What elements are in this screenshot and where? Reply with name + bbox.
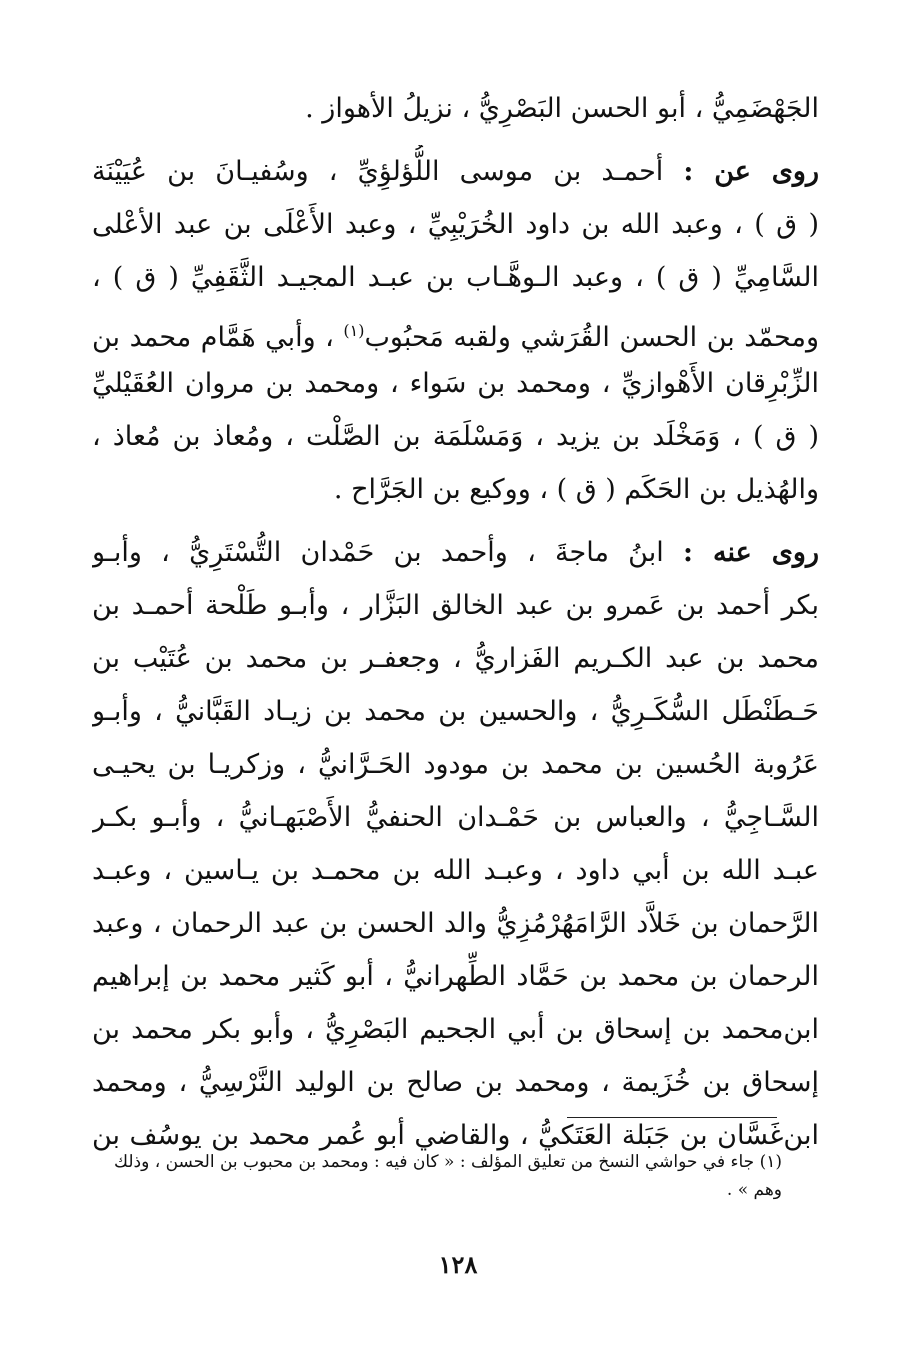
- text-line: عبـد الله بن أبي داود ، وعبـد الله بن محمـد بن يـاسين ، وعبـد: [92, 855, 819, 886]
- text-line: بكر أحمد بن عَمرو بن عبد الخالق البَزَّار ، وأبـو طَلْحة أحمـد بن: [92, 590, 819, 621]
- text-line: والهُذيل بن الحَكَم ( ق ) ، ووكيع بن الجَرَّاح .: [333, 474, 819, 505]
- text-line-content: ومحمّد بن الحسن القُرَشي ولقبه مَحبُوب: [364, 322, 819, 353]
- footnote-divider: [567, 1117, 777, 1118]
- text-line: السَّامِيِّ ( ق ) ، وعبد الـوهَّـاب بن عبـد المجيـد الثَّقَفِيِّ ( ق ) ،: [92, 262, 819, 293]
- section-heading: روى عنه :: [682, 537, 819, 568]
- text-line: ( ق ) ، وعبد الله بن داود الخُرَيْبِيِّ ، وعبد الأَعْلَى بن عبد الأعْلى: [92, 209, 819, 240]
- text-line: الرحمان بن محمد بن حَمَّاد الطِّهرانيُّ ، أبو كَثير محمد بن إبراهيم: [92, 961, 819, 992]
- text-line: [92, 304, 819, 357]
- text-line: إسحاق بن خُزَيمة ، ومحمد بن صالح بن الوليد النَّرْسِيُّ ، ومحمد: [92, 1067, 819, 1098]
- footnote: (١) جاء في حواشي النسخ من تعليق المؤلف : « كان فيه : ومحمد بن محبوب بن الحسن ، وذلك وهم » .: [114, 1152, 782, 1200]
- text-line: الجَهْضَمِيُّ ، أبو الحسن البَصْرِيُّ ، نزيلُ الأهواز .: [305, 93, 819, 124]
- intro-paragraph: [92, 82, 819, 135]
- text-line: الرَّحمان بن خَلاَّد الرَّامَهُرْمُزِيُّ والد الحسن بن عبد الرحمان ، وعبد: [92, 908, 819, 939]
- text-line-content: أحمـد بن موسى اللُّؤلؤِيِّ ، وسُفيـانَ بن عُيَيْنَة: [92, 156, 664, 187]
- text-line: عَرُوبة الحُسين بن محمد بن مودود الحَـرَّانيُّ ، وزكريـا بن يحيـى: [92, 749, 819, 780]
- text-line-content: ابنُ ماجةَ ، وأحمد بن حَمْدان التُّسْتَرِيُّ ، وأبـو: [92, 537, 664, 568]
- text-line: [92, 526, 819, 579]
- text-line: محمد بن عبد الكـريم الفَزاريُّ ، وجعفـر بن محمد بن عُتَيْب بن: [92, 643, 819, 674]
- text-line: ابن‌غَسَّان بن جَبَلة العَتَكيُّ ، والقاضي أبو عُمر محمد بن يوسُف بن: [92, 1120, 819, 1151]
- narrated-from-paragraph: [92, 145, 819, 516]
- narrated-by-paragraph: [92, 526, 819, 1162]
- main-text: [92, 82, 819, 1170]
- text-line: السَّـاجِيُّ ، والعباس بن حَمْـدان الحنفيُّ الأَصْبَهـانيُّ ، وأبـو بكـر: [92, 802, 819, 833]
- text-line: حَـطَنْطَل السُّكَـرِيُّ ، والحسين بن محمد بن زيـاد القَبَّانيُّ ، وأبـو: [92, 696, 819, 727]
- text-line: الزِّبْرِقان الأَهْوازيِّ ، ومحمد بن سَواء ، ومحمد بن مروان العُقَيْليِّ: [92, 368, 819, 399]
- footnote-reference[interactable]: (١): [343, 321, 365, 340]
- text-line-content: ، وأبي هَمَّام محمد بن: [92, 322, 334, 353]
- text-line: [92, 145, 819, 198]
- text-line: ( ق ) ، وَمَخْلَد بن يزيد ، وَمَسْلَمَة بن الصَّلْت ، ومُعاذ بن مُعاذ ،: [92, 421, 819, 452]
- text-line: ابن‌محمد بن إسحاق بن أبي الجحيم البَصْرِيُّ ، وأبو بكر محمد بن: [92, 1014, 819, 1045]
- page-number: ١٢٨: [438, 1250, 478, 1279]
- section-heading: روى عن :: [683, 156, 819, 187]
